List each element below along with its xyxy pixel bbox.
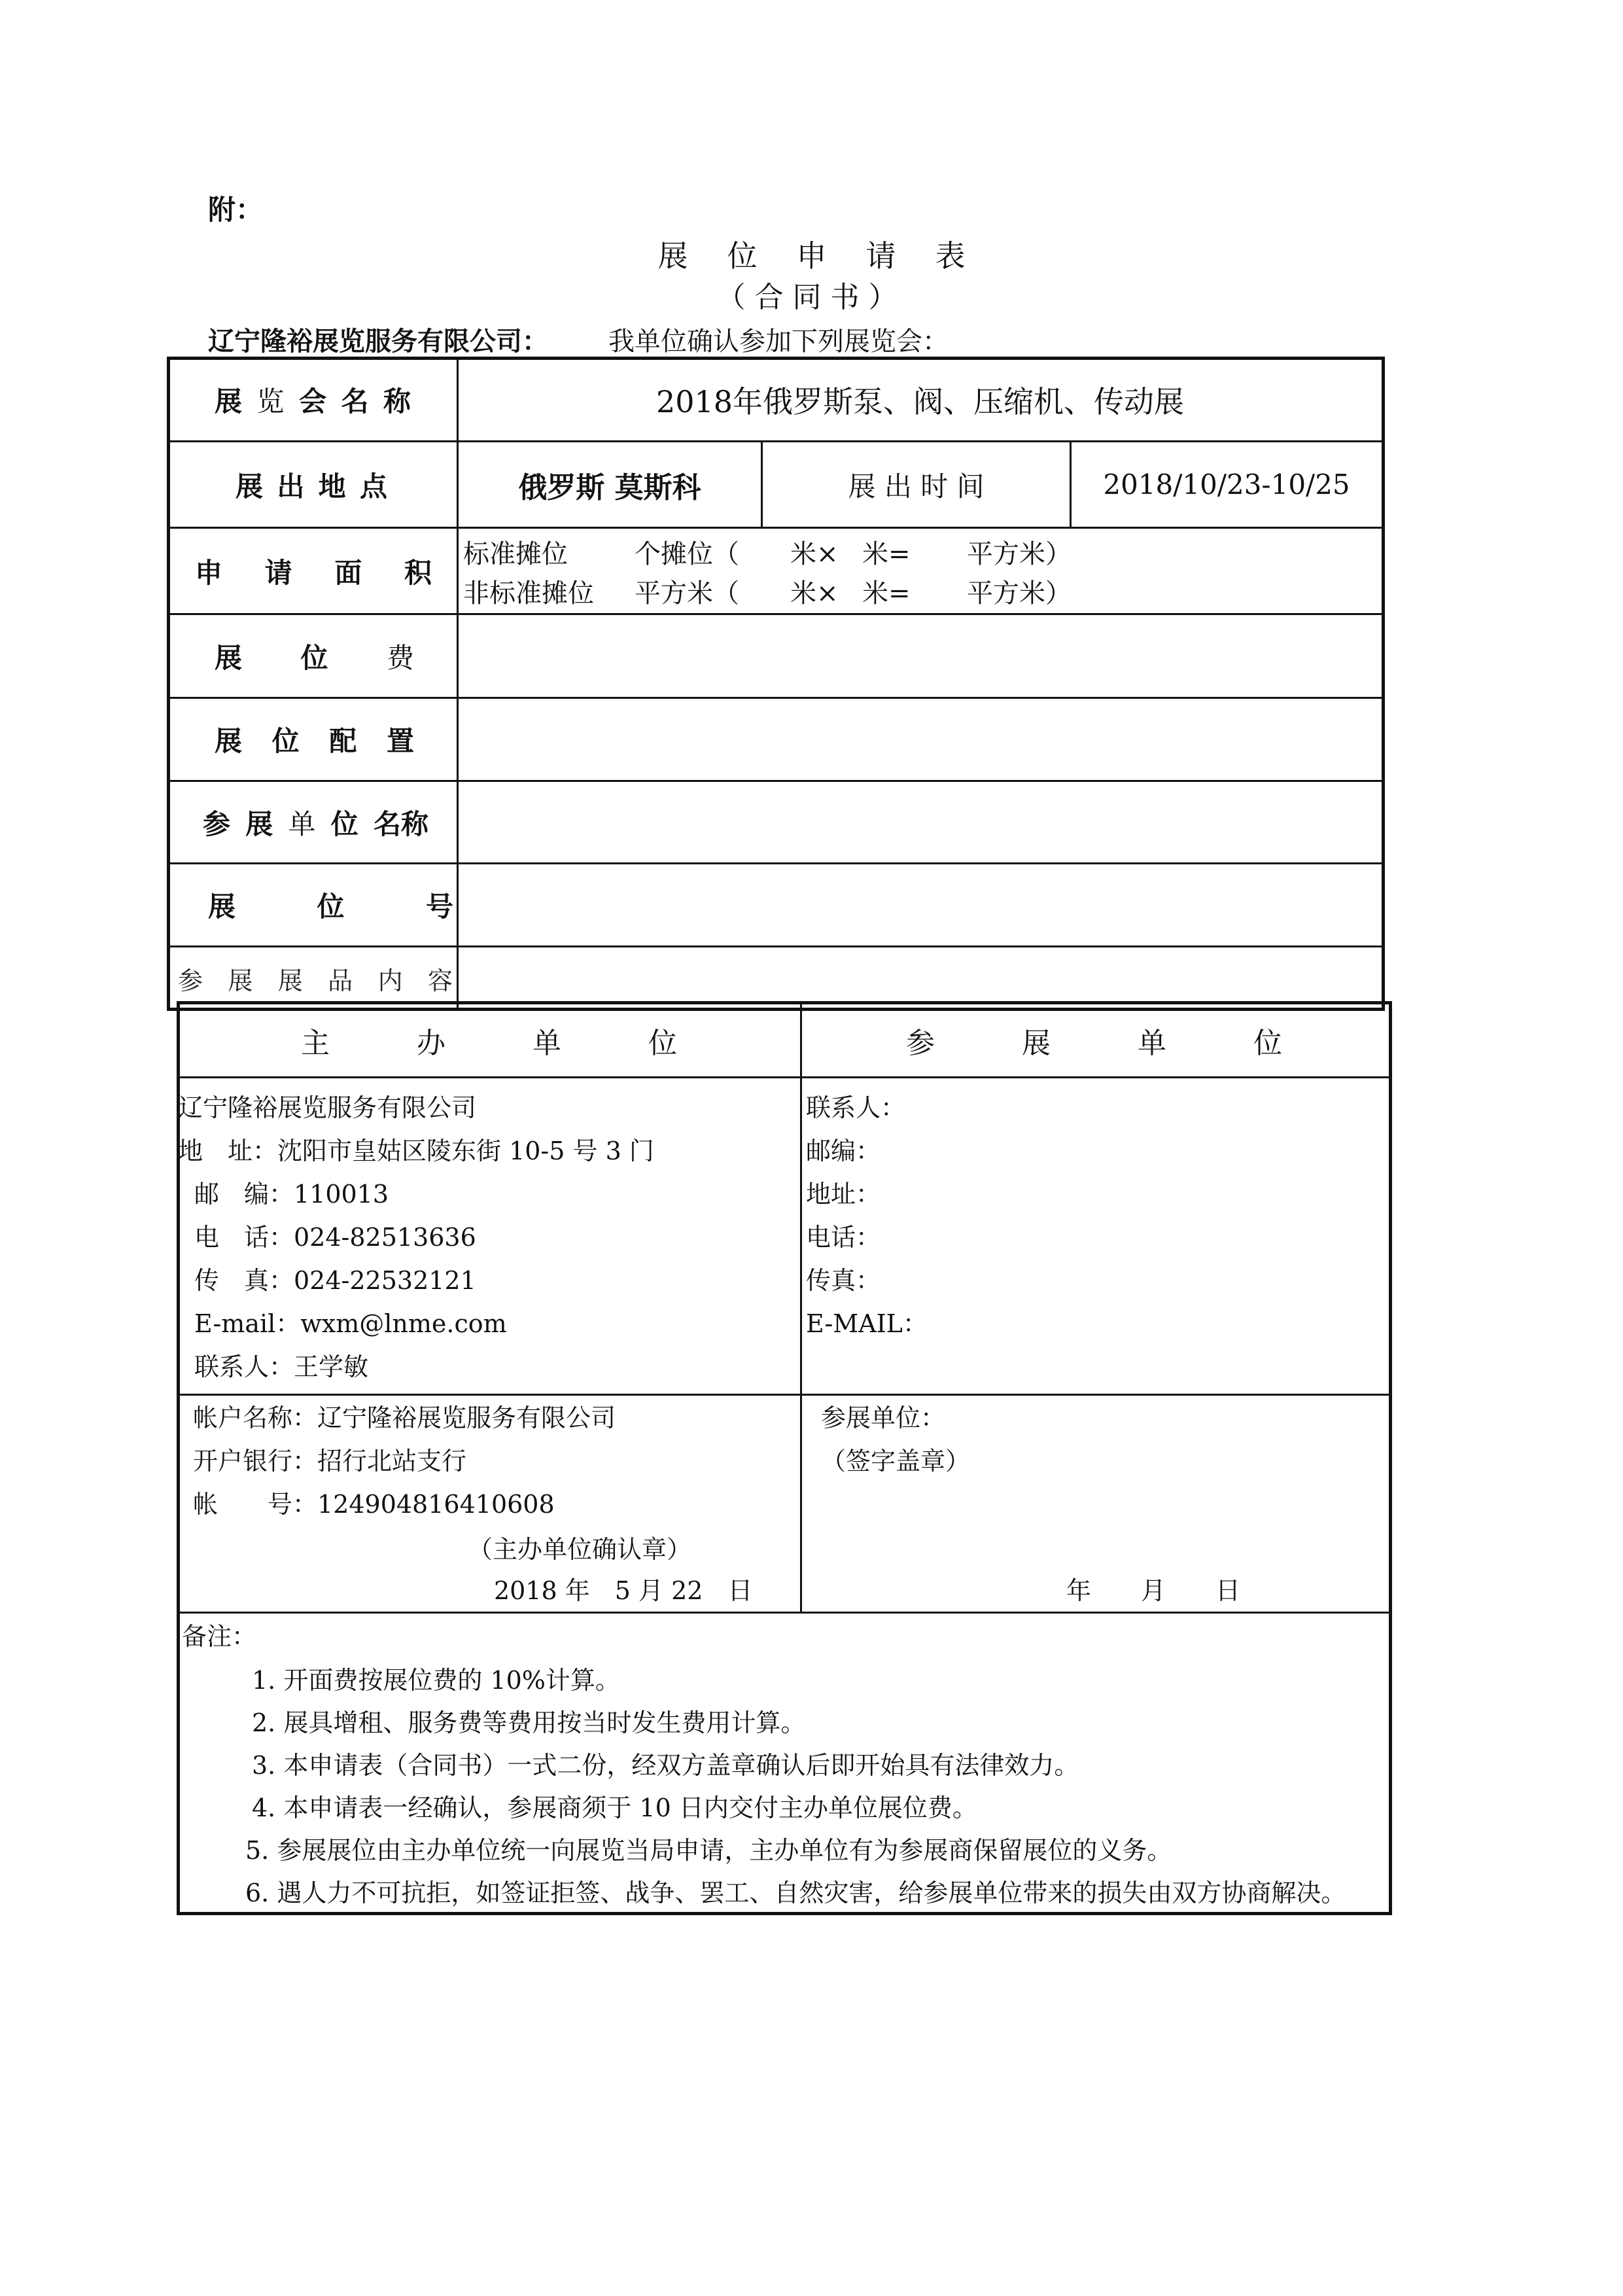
exhibition-name: 2018年俄罗斯泵、阀、压缩机、传动展 <box>655 383 1185 419</box>
exhibitor-fax: 传真： <box>806 1266 881 1295</box>
application-area-label: 申 请 面 积 <box>195 556 432 589</box>
exhibitor-phone: 电话： <box>806 1223 881 1252</box>
venue-label: 展 出 地 点 <box>236 470 387 503</box>
organizer-date: 2018 年 5 月 22 日 <box>494 1576 753 1605</box>
booth-number-value[interactable] <box>459 864 1382 945</box>
booth-fee-label: 展 位 费 <box>215 641 414 674</box>
bank-info <box>193 1396 782 1526</box>
form-title: 展位申请表 <box>657 238 1005 274</box>
exhibition-time-label: 展 出 时 间 <box>848 470 985 503</box>
booth-configuration-value[interactable] <box>459 699 1382 780</box>
note-item: 5. 参展展位由主办单位统一向展览当局申请，主办单位有为参展商保留展位的义务。 <box>245 1836 1172 1865</box>
attachment-label: 附： <box>208 194 264 226</box>
confirmation-statement: 我单位确认参加下列展览会： <box>608 327 949 357</box>
exhibitor-unit-label: 参展单位： <box>821 1404 946 1432</box>
non-standard-booth-line: 非标准摊位 平方米（ 米× 米= 平方米） <box>463 578 1072 609</box>
booth-number-label: 展 位 号 <box>208 891 453 923</box>
organizer-email: E-mail：wxm@lnme.com <box>194 1309 507 1338</box>
note-item: 3. 本申请表（合同书）一式二份，经双方盖章确认后即开始具有法律效力。 <box>252 1751 1079 1780</box>
organizer-phone: 电 话：024-82513636 <box>194 1223 476 1252</box>
exhibition-time: 2018/10/23-10/25 <box>1103 468 1350 501</box>
exhibitor-contact: 联系人： <box>806 1093 906 1122</box>
organizer-address: 地 址：沈阳市皇姑区陵东街 10-5 号 3 门 <box>178 1137 654 1165</box>
note-item: 4. 本申请表一经确认，参展商须于 10 日内交付主办单位展位费。 <box>252 1793 977 1822</box>
notes-title: 备注： <box>182 1622 257 1651</box>
exhibitor-company-value[interactable] <box>459 782 1382 862</box>
exhibitor-date: 年 月 日 <box>1066 1576 1241 1605</box>
organizer-contact: 联系人：王学敏 <box>194 1352 369 1381</box>
standard-booth-line: 标准摊位 个摊位（ 米× 米= 平方米） <box>463 539 1072 569</box>
organizer-heading: 主 办 单 位 <box>301 1027 677 1060</box>
organizer-fax: 传 真：024-22532121 <box>194 1266 476 1295</box>
exhibition-name-label: 展 览 会 名 称 <box>215 385 411 417</box>
exhibits-content-value[interactable] <box>459 947 1382 1010</box>
exhibitor-info <box>806 1086 1382 1345</box>
bank-name: 开户银行：招行北站支行 <box>193 1447 467 1475</box>
exhibits-content-label: 参 展 展 品 内 容 <box>178 966 453 995</box>
note-item: 6. 遇人力不可抗拒，如签证拒签、战争、罢工、自然灾害，给参展单位带来的损失由双方协商解决。 <box>245 1879 1346 1907</box>
exhibitor-sign-label: （签字盖章） <box>821 1447 971 1475</box>
note-item: 1. 开面费按展位费的 10%计算。 <box>252 1666 620 1695</box>
exhibitor-heading: 参 展 单 位 <box>906 1027 1282 1060</box>
account-name: 帐户名称：辽宁隆裕展览服务有限公司 <box>193 1404 616 1432</box>
booth-fee-value[interactable] <box>459 615 1382 697</box>
venue: 俄罗斯 莫斯科 <box>518 470 701 504</box>
exhibitor-sign-block <box>821 1396 1370 1483</box>
organizer-info <box>178 1086 793 1388</box>
organizer-postcode: 邮 编：110013 <box>194 1180 389 1209</box>
exhibitor-address: 地址： <box>806 1180 881 1209</box>
form-subtitle: （合同书） <box>716 281 907 314</box>
exhibitor-email: E-MAIL： <box>806 1309 928 1338</box>
booth-configuration-label: 展 位 配 置 <box>215 725 414 757</box>
addressee: 辽宁隆裕展览服务有限公司： <box>208 326 548 357</box>
exhibitor-postcode: 邮编： <box>806 1137 881 1165</box>
account-number: 帐 号：124904816410608 <box>193 1490 555 1519</box>
organizer-name: 辽宁隆裕展览服务有限公司 <box>178 1093 477 1122</box>
exhibitor-company-label: 参 展 单 位 名称 <box>203 807 428 840</box>
note-item: 2. 展具增租、服务费等费用按当时发生费用计算。 <box>252 1708 806 1737</box>
organizer-seal-note: （主办单位确认章） <box>468 1535 692 1564</box>
